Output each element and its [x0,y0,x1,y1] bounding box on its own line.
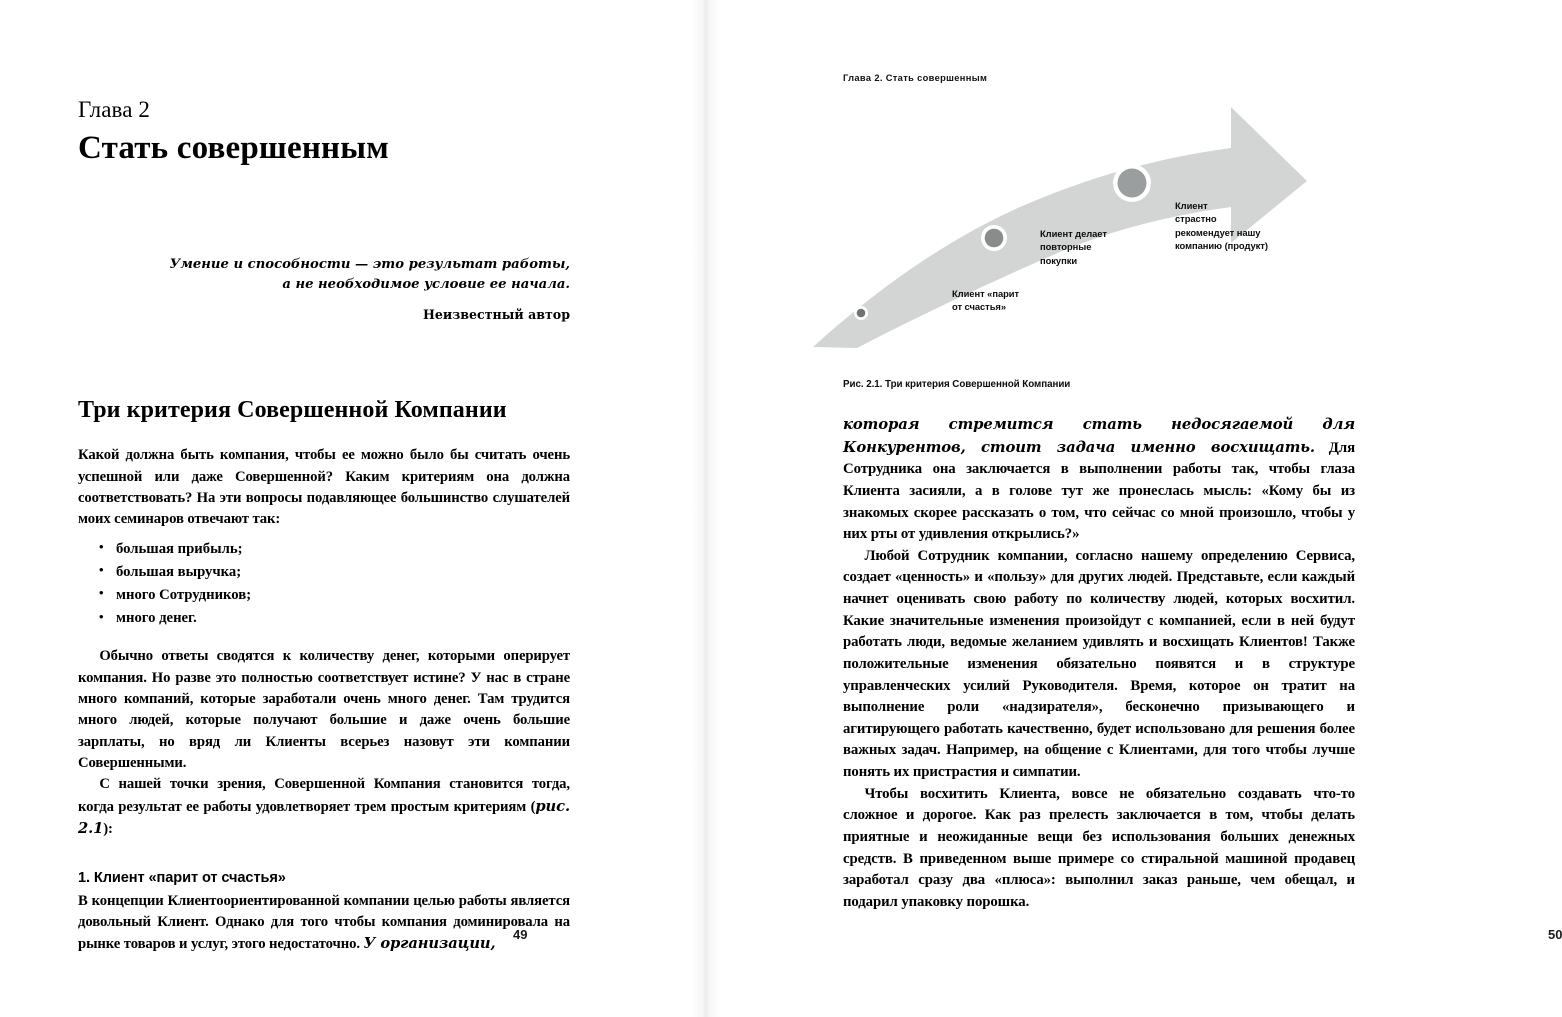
right-page [705,0,1562,1017]
figure-label-3-line-4: компанию (продукт) [1175,240,1268,252]
subheading-criterion-1: 1. Клиент «парит от счастья» [78,869,286,886]
paragraph-3-tail: ): [103,821,113,838]
figure-reference: рис. 2.1 [78,797,570,838]
milestone-dot-1-core [857,309,866,318]
paragraph-2: Обычно ответы сводятся к количеству денег, которыми оперирует компания. Но разве это полностью соответствует истине? У нас в стране много компаний, которые заработали очень много денег. Там трудится много людей, которые получают большие и даже очень большие зарплаты, но вряд ли Клиенты всерьез назовут эти компании Совершенными. [78,648,570,772]
figure-label-3-line-1: Клиент [1175,200,1208,211]
paragraph-4-italic-tail: У организации, [363,935,496,953]
list-item: • много Сотрудников; [116,584,570,607]
paragraph-2: Любой Сотрудник компании, согласно нашему определению Сервиса, создает «ценность» и «пользу» для других людей. Представьте, если каждый начнет оценивать свою работу по количеству людей, которых восхитил. Какие значительные изменения произойдут с компанией, если в ней будут работать люди, ведомые желанием удивлять и восхищать Клиентов! Также положительные изменения обязательно появятся и в структуре управленческих усилий Руководителя. Время, которое он тратит на выполнение роли «надзирателя», бесконечно призывающего и агитирующего работать качественно, будет использовано для решения более важных задач. Например, на общение с Клиентами, для того чтобы лучше понять их пристрастия и симпатии. [843,547,1355,780]
page-number-left: 49 [513,927,528,942]
figure-label-1 [952,287,1019,314]
growth-arrow-diagram [795,95,1355,350]
chapter-kicker: Глава 2 [78,97,150,122]
figure-label-1-line-1: Клиент «парит [952,288,1020,299]
list-item: • много денег. [116,607,570,630]
epigraph [78,255,570,324]
paragraph-4-text: В концепции Клиентоориентированной компании целью работы является довольный Клиент. Однако для того чтобы компания доминировала на рынке товаров и услуг, этого недостаточно. [78,892,570,953]
paragraph-3: Чтобы восхитить Клиента, вовсе не обязательно создавать что-то сложное и дорогое. Как раз прелесть заключается в том, чтобы делать приятные и неожиданные вещи без использования больших денежных средств. В приведенном выше примере со стиральной машиной продавец заработал сразу два «плюса»: выполнил заказ раньше, чем обещал, и подарил упаковку порошка. [843,785,1355,910]
paragraph-1-rest: Для Сотрудника она заключается в выполнении работы так, чтобы глаза Клиента засияли, а в голове тут же пронеслась мысль: «Кому бы из знакомых скорее рассказать о том, что сейчас со мной произошло, чтобы у них рты от удивления открылись?» [843,439,1355,543]
section-heading: Три критерия Совершенной Компании [78,397,507,424]
list-item: • большая выручка; [116,561,570,584]
figure-label-1-line-2: от счастья» [952,301,1007,313]
criteria-list [78,538,570,630]
milestone-dot-3-core [1118,169,1147,198]
figure-2-1 [795,95,1355,350]
figure-label-3-line-2: страстно [1175,213,1217,225]
page-number-right: 50 [1548,927,1562,942]
figure-label-3-line-3: рекомендует нашу [1175,226,1261,238]
paragraph-4 [78,891,570,956]
figure-label-2-line-3: покупки [1040,254,1078,266]
figure-label-2-line-2: повторные [1040,241,1092,253]
paragraph-1 [843,414,1355,546]
left-page-content [78,0,570,956]
milestone-dot-2-core [985,229,1004,248]
paragraph-1-italic-lead: которая стремится стать недосягаемой для Конкурентов, стоит задача именно восхищать. [843,416,1355,456]
running-head: Глава 2. Стать совершенным [843,73,988,83]
paragraph-1: Какой должна быть компания, чтобы ее можно было бы считать очень успешной или даже Совершенной? Каким критериям она должна соответствовать? На эти вопросы подавляющее большинство слушателей моих семинаров отвечают так: [78,447,570,528]
spacer [78,630,570,646]
paragraph-3 [78,774,570,840]
epigraph-line-1: Умение и способности — это результат работы, [169,257,570,273]
figure-caption: Рис. 2.1. Три критерия Совершенной Компании [843,379,1071,390]
chapter-title: Стать совершенным [78,130,389,167]
figure-label-2 [1040,227,1107,267]
right-page-content [843,414,1355,913]
figure-label-3 [1175,199,1268,252]
figure-label-2-line-1: Клиент делает [1040,228,1107,239]
paragraph-3-text: С нашей точки зрения, Совершенной Компания становится тогда, когда результат ее работы удовлетворяет трем простым критериям ( [78,776,570,815]
list-item: • большая прибыль; [116,538,570,561]
left-page [0,0,705,1017]
epigraph-attribution: Неизвестный автор [422,306,570,322]
epigraph-line-2: а не необходимое условие ее начала. [282,277,570,293]
